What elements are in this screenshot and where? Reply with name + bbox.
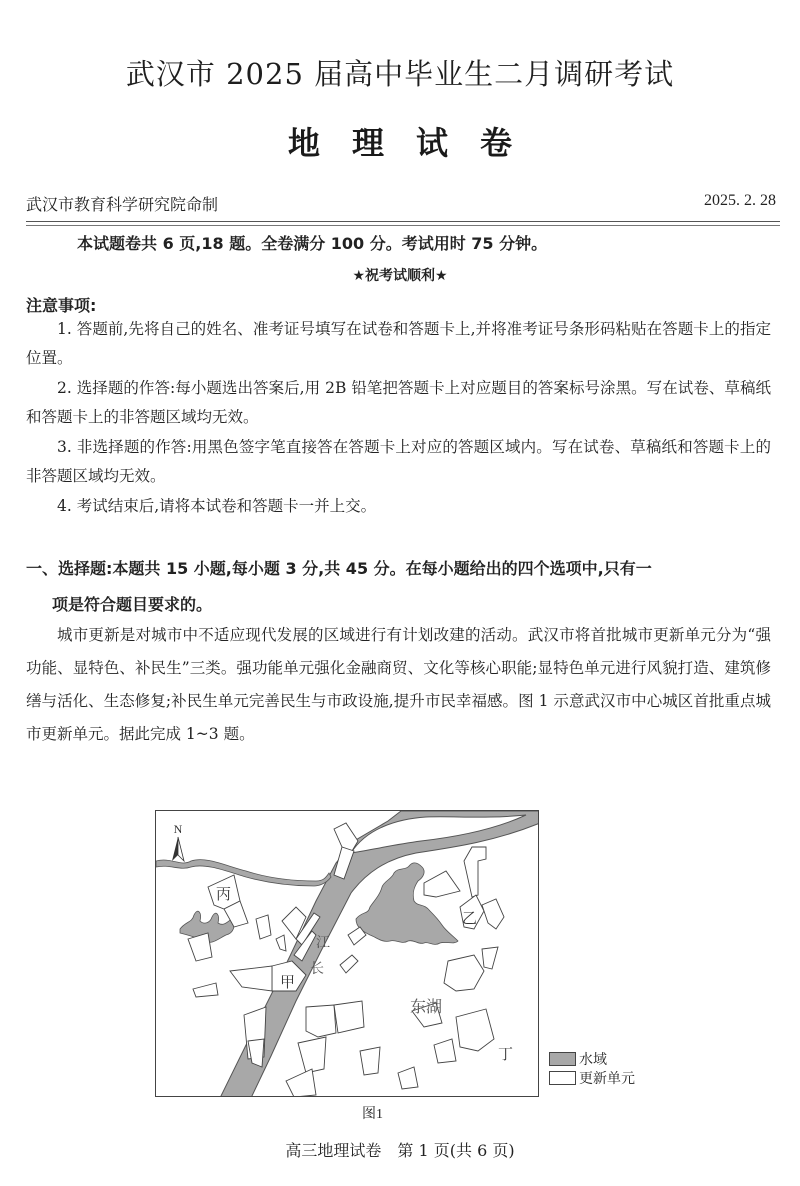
unit — [193, 983, 218, 997]
subject-char: 试 — [416, 124, 449, 162]
section-heading-line: 项是符合题目要求的。 — [52, 595, 213, 614]
han-river — [156, 860, 331, 886]
notice-item: 4. 考试结束后,请将本试卷和答题卡一并上交。 — [57, 497, 377, 515]
section-heading-line: 一、选择题:本题共 15 小题,每小题 3 分,共 45 分。在每小题给出的四个选项中,只有一 — [26, 559, 652, 578]
map-figure — [155, 810, 539, 1097]
water-swatch-icon — [549, 1052, 576, 1066]
unit — [306, 1005, 336, 1037]
unit — [256, 915, 271, 939]
unit — [334, 1001, 364, 1033]
header-divider — [26, 225, 780, 226]
good-luck-line: ★祝考试顺利★ — [352, 268, 448, 284]
renewal-units — [188, 823, 504, 1097]
label-chang: 长 — [310, 961, 324, 977]
unit — [398, 1067, 418, 1089]
unit-ding — [456, 1009, 494, 1051]
map-svg — [156, 811, 539, 1097]
section-heading — [26, 551, 776, 623]
north-arrow-icon — [172, 837, 184, 861]
subject-char: 理 — [351, 124, 384, 162]
figure-caption — [0, 1103, 800, 1123]
map-legend — [549, 1049, 635, 1087]
unit — [188, 933, 212, 961]
legend-item-renewal — [549, 1068, 635, 1087]
passage: 城市更新是对城市中不适应现代发展的区域进行有计划改建的活动。武汉市将首批城市更新单元分为“强功能、显特色、补民生”三类。强功能单元强化金融商贸、文化等核心职能;显特色单元进行风貌打造、建筑修缮与活化、生态修复;补民生单元完善民生与市政设施,提升市民幸福感。图 1 示意武汉市中心城区首批重点城市更新单元。据此完成 1~3 题。 — [26, 626, 771, 743]
legend-label: 水域 — [579, 1051, 607, 1068]
notice-heading: 注意事项: — [26, 296, 97, 315]
subject-char: 地 — [287, 124, 320, 162]
subject-title — [0, 118, 800, 164]
unit — [424, 871, 460, 897]
legend-item-water — [549, 1049, 635, 1068]
north-label: N — [173, 822, 183, 836]
page-footer: 高三地理试卷 第 1 页(共 6 页) — [285, 1141, 515, 1160]
renewal-swatch-icon — [549, 1071, 576, 1085]
unit — [444, 955, 484, 991]
figure-caption-text: 图1 — [362, 1107, 383, 1122]
label-donghu: 东湖 — [410, 997, 443, 1016]
exam-intro: 本试题卷共 6 页,18 题。全卷满分 100 分。考试用时 75 分钟。 — [77, 234, 548, 253]
label-yi: 乙 — [462, 909, 478, 927]
unit — [464, 847, 486, 897]
subject-char: 卷 — [480, 124, 513, 162]
unit — [334, 823, 358, 851]
exam-date: 2025. 2. 28 — [704, 192, 776, 209]
header-divider — [26, 221, 780, 222]
notice-item: 2. 选择题的作答:每小题选出答案后,用 2B 铅笔把答题卡上对应题目的答案标号涂黑。写在试卷、草稿纸和答题卡上的非答题区域均无效。 — [26, 379, 771, 426]
notice-item: 3. 非选择题的作答:用黑色签字笔直接答在答题卡上对应的答题区域内。写在试卷、草稿纸和答题卡上的非答题区域均无效。 — [26, 438, 771, 485]
label-jia: 甲 — [280, 973, 296, 991]
unit — [276, 935, 286, 951]
unit — [340, 955, 358, 973]
label-ding: 丁 — [498, 1045, 514, 1063]
exam-title: 武汉市 2025 届高中毕业生二月调研考试 — [125, 57, 675, 91]
label-bing: 丙 — [216, 885, 232, 903]
unit — [482, 899, 504, 929]
label-jiang: 江 — [316, 935, 330, 951]
unit — [360, 1047, 380, 1075]
unit — [230, 966, 272, 991]
issuer: 武汉市教育科学研究院命制 — [26, 195, 219, 214]
unit — [286, 1069, 316, 1097]
unit — [482, 947, 498, 969]
unit — [298, 1037, 326, 1073]
unit — [434, 1039, 456, 1063]
notice-item: 1. 答题前,先将自己的姓名、准考证号填写在试卷和答题卡上,并将准考证号条形码粘贴在答题卡上的指定位置。 — [26, 320, 771, 367]
legend-label: 更新单元 — [579, 1070, 635, 1087]
